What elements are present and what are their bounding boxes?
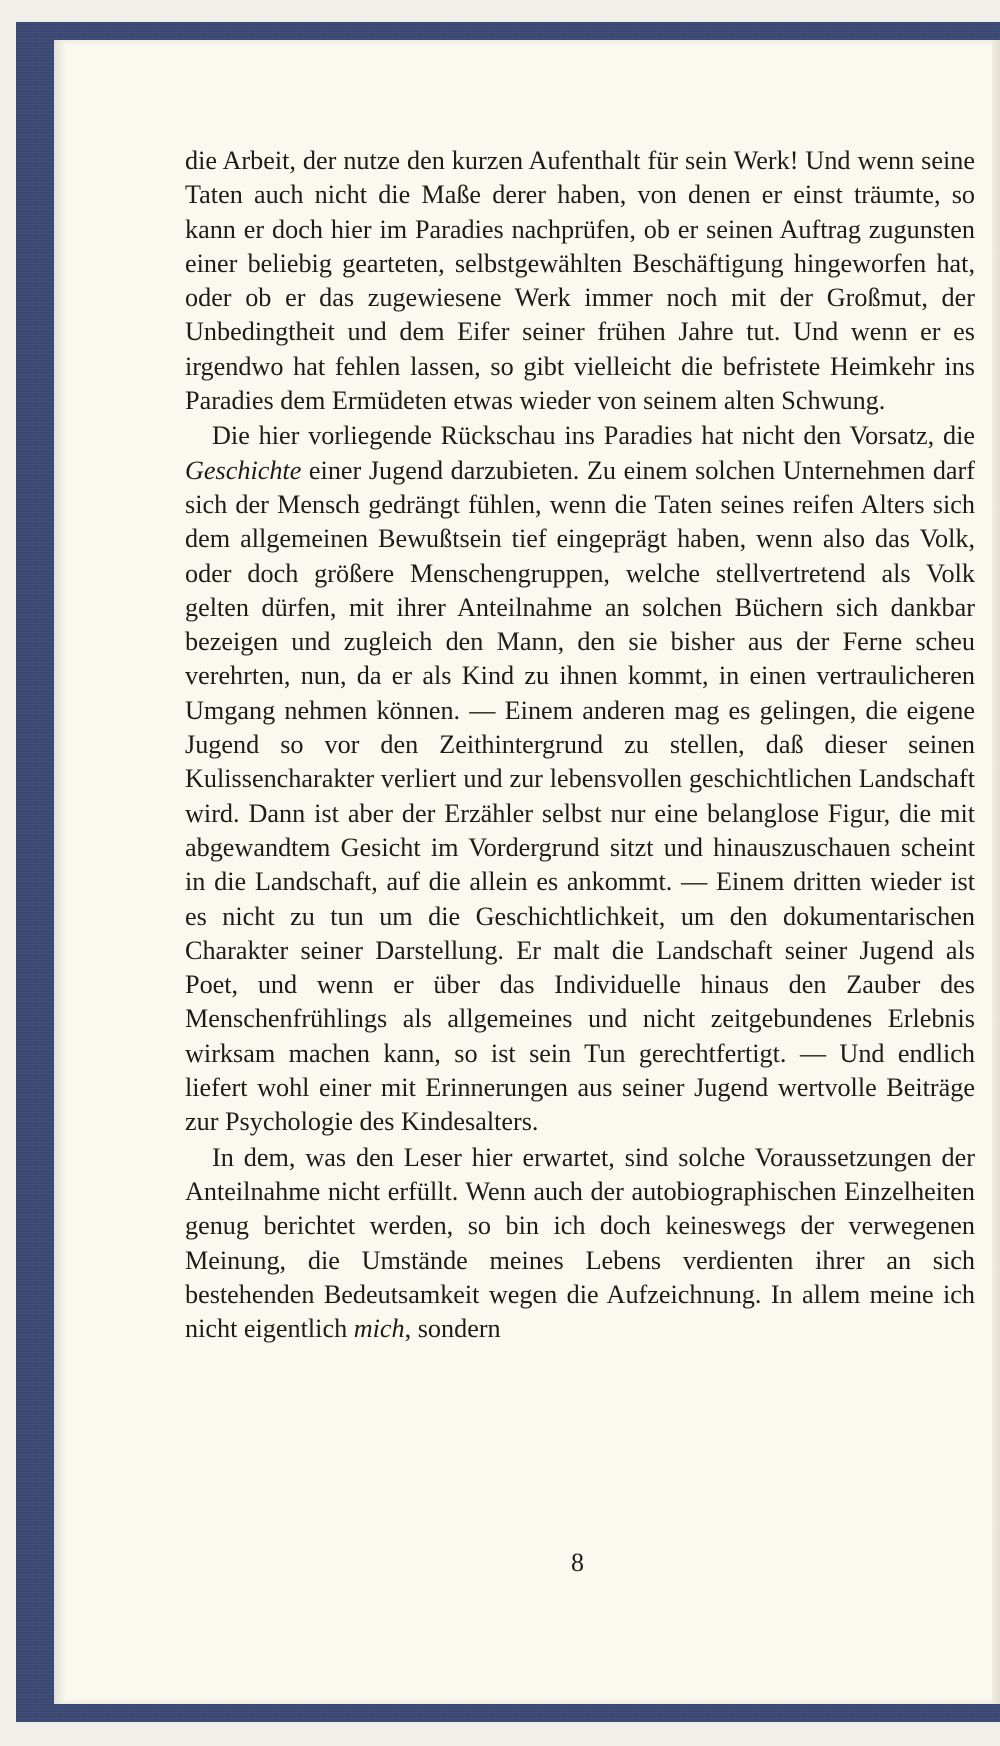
- page-edge: [992, 40, 1000, 1704]
- paragraph-1-text: die Arbeit, der nutze den kurzen Aufenthalt für sein Werk! Und wenn seine Taten auch nicht die Maße derer haben, von denen er einst träumte, so kann er doch hier im Paradies nachprüfen, ob er seinen Auftrag zugunsten einer beliebig gearteten, selbstgewählten Beschäftigung hingeworfen hat, oder ob er das zugewiesene Werk immer noch mit der Großmut, der Unbedingtheit und dem Eifer seiner frühen Jahre tut. Und wenn er es irgendwo hat fehlen lassen, so gibt vielleicht die befristete Heimkehr ins Paradies dem Ermüdeten etwas wieder von seinem alten Schwung.: [185, 146, 975, 416]
- paragraph-3: [185, 1141, 975, 1347]
- paragraph-1: [185, 144, 975, 418]
- page-number: 8: [571, 1548, 584, 1577]
- paragraph-2: [185, 419, 975, 1139]
- paragraph-3-emphasis: mich: [353, 1314, 405, 1344]
- paragraph-2-text-b: einer Jugend darzubieten. Zu einem solchen Unternehmen darf sich der Mensch gedrängt fühlen, wenn die Taten seines reifen Alters sich dem allgemeinen Bewußtsein tief eingeprägt haben, wenn also das Volk, oder doch größere Menschengruppen, welche stellvertretend als Volk gelten dürfen, mit ihrer Anteilnahme an solchen Büchern sich dankbar bezeigen und zugleich den Mann, den sie bisher aus der Ferne scheu verehrten, nun, da er als Kind zu ihnen kommt, in einen vertraulicheren Umgang nehmen können. — Einem anderen mag es gelingen, die eigene Jugend so vor den Zeithintergrund zu stellen, daß dieser seinen Kulissencharakter verliert und zur lebensvollen geschichtlichen Landschaft wird. Dann ist aber der Erzähler selbst nur eine belanglose Figur, die mit abgewandtem Gesicht im Vordergrund sitzt und hinauszuschauen scheint in die Landschaft, auf die allein es ankommt. — Einem dritten wieder ist es nicht zu tun um die Geschichtlichkeit, um den dokumentarischen Charakter seiner Darstellung. Er malt die Landschaft seiner Jugend als Poet, und wenn er über das Individuelle hinaus den Zauber des Menschenfrühlings als allgemeines und nicht zeitgebundenes Erlebnis wirksam machen kann, so ist sein Tun gerechtfertigt. — Und endlich liefert wohl einer mit Erinnerungen aus seiner Jugend wertvolle Beiträge zur Psychologie des Kindesalters.: [185, 455, 975, 1137]
- paragraph-2-emphasis: Geschichte: [185, 455, 302, 485]
- paragraph-3-text-b: , sondern: [404, 1314, 501, 1344]
- paragraph-2-text-a: Die hier vorliegende Rückschau ins Paradies hat nicht den Vorsatz, die: [212, 421, 975, 451]
- body-text: [185, 144, 975, 1346]
- paragraph-3-text-a: In dem, was den Leser hier erwartet, sind solche Voraussetzungen der Anteilnahme nicht erfüllt. Wenn auch der autobiographischen Einzelheiten genug berichtet werden, so bin ich doch keineswegs der verwegenen Meinung, die Umstände meines Lebens verdienten ihrer an sich bestehenden Bedeutsamkeit wegen die Aufzeichnung. In allem meine ich nicht eigentlich: [185, 1142, 975, 1344]
